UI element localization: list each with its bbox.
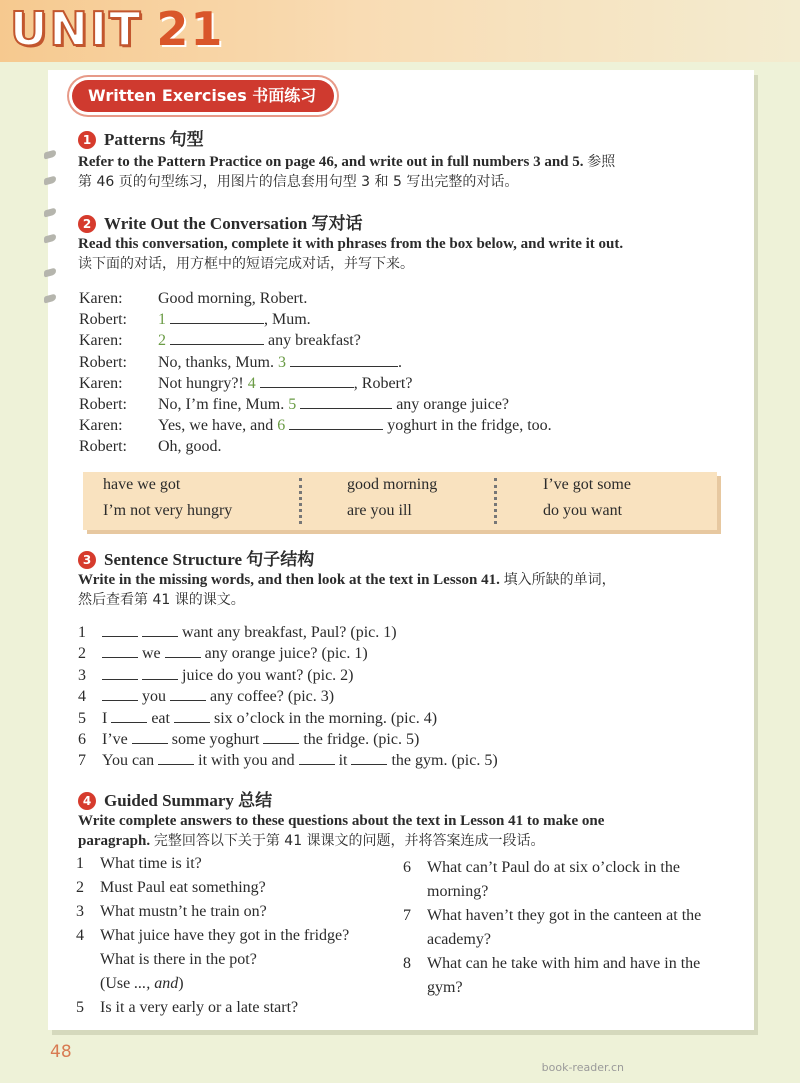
section-banner: Written Exercises 书面练习 <box>72 80 334 112</box>
note-text: ) <box>178 975 184 992</box>
sentence-text: the fridge. (pic. 5) <box>299 730 420 748</box>
unit-number: 21 <box>156 2 225 56</box>
dialog-text: No, thanks, Mum. <box>158 353 274 371</box>
word-blank[interactable] <box>111 708 147 723</box>
page-number: 48 <box>50 1042 72 1062</box>
instruction-en: Refer to the Pattern Practice on page 46, and write out in full numbers 3 and 5. <box>78 154 584 170</box>
sentence-number: 2 <box>78 645 86 663</box>
dotted-divider <box>494 478 497 524</box>
dialog-line <box>79 394 552 415</box>
question-item <box>76 996 356 1020</box>
blank-number: 6 <box>277 417 286 435</box>
word-blank[interactable] <box>174 708 210 723</box>
dialog-text: any orange juice? <box>396 395 510 413</box>
word-blank[interactable] <box>102 643 138 658</box>
sentence-number: 7 <box>78 752 86 770</box>
question-number: 8 <box>403 955 411 972</box>
exercise-title: Sentence Structure 句子结构 <box>104 550 315 569</box>
blank-number: 3 <box>278 353 286 371</box>
speaker: Karen: <box>79 332 123 350</box>
blank-number: 2 <box>158 332 166 350</box>
note-italic: ..., and <box>134 975 179 992</box>
answer-blank[interactable] <box>170 330 264 345</box>
question-item <box>403 904 713 952</box>
sentence-text: I <box>102 709 112 727</box>
dialog-text: Good morning, Robert. <box>158 290 308 307</box>
question-number: 5 <box>76 999 84 1016</box>
question-note <box>100 975 184 992</box>
instruction-cn: 然后查看第 41 课的课文。 <box>78 592 245 608</box>
question-text: Is it a very early or a late start? <box>100 999 299 1016</box>
question-number: 6 <box>403 859 411 876</box>
speaker: Karen: <box>79 290 123 307</box>
binder-ring-icon <box>44 206 56 220</box>
word-blank[interactable] <box>299 750 335 765</box>
dialog-line <box>79 415 552 436</box>
word-blank[interactable] <box>158 750 194 765</box>
sentence-text: I’ve <box>102 730 132 748</box>
word-blank[interactable] <box>102 665 138 680</box>
question-text: What mustn’t he train on? <box>100 903 267 920</box>
speaker: Robert: <box>79 438 127 456</box>
question-number: 4 <box>76 927 84 944</box>
word-blank[interactable] <box>102 686 138 701</box>
exercise-title: Write Out the Conversation 写对话 <box>104 214 363 233</box>
instruction-en: paragraph. <box>78 833 151 849</box>
question-number: 2 <box>76 879 84 896</box>
dialog-text: Oh, good. <box>158 438 222 456</box>
binder-ring-icon <box>44 266 56 280</box>
blank-number: 4 <box>247 374 256 392</box>
speaker: Robert: <box>79 311 127 329</box>
word-blank[interactable] <box>351 750 387 765</box>
dialog-line <box>79 436 552 457</box>
exercise-title: Patterns 句型 <box>104 130 204 149</box>
dialog-text: yoghurt in the fridge, too. <box>387 417 552 435</box>
dialog-text: , Mum. <box>264 311 311 329</box>
phrase-item: have we got <box>103 476 181 493</box>
phrase-item: I’m not very hungry <box>103 502 233 519</box>
blank-number: 5 <box>288 395 297 413</box>
exercise-2 <box>78 214 718 274</box>
conversation <box>79 288 552 458</box>
dialog-text: , Robert? <box>353 374 413 392</box>
instruction-cn: 读下面的对话，用方框中的短语完成对话，并写下来。 <box>78 256 414 272</box>
binder-ring-icon <box>44 174 56 188</box>
sentence-text: juice do you want? (pic. 2) <box>178 666 354 684</box>
instruction-cn: 参照 <box>587 154 616 170</box>
sentence-item <box>78 708 498 729</box>
instruction-cn: 第 46 页的句型练习，用图片的信息套用句型 3 和 5 写出完整的对话。 <box>78 174 519 190</box>
dialog-text: Yes, we have, and <box>158 417 274 435</box>
dialog-text: . <box>398 353 402 371</box>
question-list-right <box>403 856 713 1000</box>
instruction-en: Read this conversation, complete it with phrases from the box below, and write it out. <box>78 236 624 252</box>
word-blank[interactable] <box>165 643 201 658</box>
phrase-item: I’ve got some <box>543 476 631 493</box>
dialog-line <box>79 288 552 309</box>
sentence-number: 3 <box>78 666 86 684</box>
unit-word: UNIT <box>10 2 143 56</box>
sentence-number: 5 <box>78 709 86 727</box>
sentence-item <box>78 686 498 707</box>
sentence-text: the gym. (pic. 5) <box>387 752 498 770</box>
phrase-item: are you ill <box>347 502 412 519</box>
sentence-text: any coffee? (pic. 3) <box>206 688 335 706</box>
exercise-number-badge: 3 <box>78 551 96 569</box>
sentence-item <box>78 750 498 771</box>
unit-title <box>10 2 224 56</box>
blank-number: 1 <box>158 311 166 329</box>
question-number: 1 <box>76 855 84 872</box>
dialog-line <box>79 373 552 394</box>
exercise-4 <box>78 791 718 851</box>
question-text: What can’t Paul do at six o’clock in the morning? <box>427 859 680 900</box>
answer-blank[interactable] <box>289 415 383 430</box>
dialog-text: Not hungry?! <box>158 374 244 392</box>
sentence-text: eat <box>147 709 174 727</box>
exercise-number-badge: 1 <box>78 131 96 149</box>
sentence-number: 1 <box>78 624 86 641</box>
question-item <box>76 900 356 924</box>
note-text: (Use <box>100 975 135 992</box>
sentence-text: You can <box>102 752 159 770</box>
question-number: 3 <box>76 903 84 920</box>
question-text: What juice have they got in the fridge? What is there in the pot? <box>100 927 350 968</box>
question-number: 7 <box>403 907 411 924</box>
phrase-item: do you want <box>543 502 623 519</box>
question-item <box>76 924 356 996</box>
sentence-text: it <box>334 752 352 770</box>
speaker: Karen: <box>79 417 123 435</box>
sentence-item <box>78 665 498 686</box>
answer-blank[interactable] <box>300 394 392 409</box>
question-text: What time is it? <box>100 855 202 872</box>
binder-ring-icon <box>44 148 56 162</box>
answer-blank[interactable] <box>260 373 354 388</box>
word-blank[interactable] <box>263 729 299 744</box>
sentence-number: 4 <box>78 688 86 706</box>
sentence-item <box>78 729 498 750</box>
dialog-line <box>79 309 552 330</box>
dialog-text: No, I’m fine, Mum. <box>158 395 285 413</box>
sentence-text: any orange juice? (pic. 1) <box>200 645 368 663</box>
question-text: Must Paul eat something? <box>100 879 266 896</box>
sentence-number: 6 <box>78 730 86 748</box>
speaker: Robert: <box>79 353 127 371</box>
exercise-1 <box>78 130 718 192</box>
word-blank[interactable] <box>142 665 178 680</box>
speaker: Karen: <box>79 374 123 392</box>
sentence-text: six o’clock in the morning. (pic. 4) <box>209 709 438 727</box>
question-text: What haven’t they got in the canteen at the academy? <box>427 907 702 948</box>
sentence-text: we <box>138 645 165 663</box>
dialog-line <box>79 330 552 351</box>
dotted-divider <box>299 478 302 524</box>
question-text: What can he take with him and have in the gym? <box>427 955 701 996</box>
answer-blank[interactable] <box>290 352 398 367</box>
question-item <box>76 876 356 900</box>
word-blank[interactable] <box>142 622 178 637</box>
answer-blank[interactable] <box>170 309 264 324</box>
word-blank[interactable] <box>132 729 168 744</box>
dialog-text: any breakfast? <box>268 332 361 350</box>
watermark: book-reader.cn <box>541 1061 624 1074</box>
exercise-number-badge: 2 <box>78 215 96 233</box>
instruction-en: Write complete answers to these questions about the text in Lesson 41 to make one <box>78 813 605 829</box>
sentence-item <box>78 643 498 664</box>
phrase-item: good morning <box>347 476 438 493</box>
sentence-item <box>78 622 498 643</box>
dialog-line <box>79 352 552 373</box>
sentence-text: it with you and <box>194 752 299 770</box>
question-item <box>403 856 713 904</box>
instruction-cn: 完整回答以下关于第 41 课课文的问题，并将答案连成一段话。 <box>153 833 545 849</box>
question-list-left <box>76 852 356 1020</box>
question-item <box>76 852 356 876</box>
binder-ring-icon <box>44 232 56 246</box>
exercise-number-badge: 4 <box>78 792 96 810</box>
exercise-title: Guided Summary 总结 <box>104 791 273 810</box>
word-blank[interactable] <box>102 622 138 637</box>
sentence-text: want any breakfast, Paul? (pic. 1) <box>178 624 397 641</box>
phrase-box <box>83 472 717 530</box>
sentence-text: some yoghurt <box>167 730 264 748</box>
instruction-en: Write in the missing words, and then look at the text in Lesson 41. <box>78 572 500 588</box>
exercise-3 <box>78 550 718 610</box>
speaker: Robert: <box>79 395 127 413</box>
sentence-text: you <box>138 688 170 706</box>
word-blank[interactable] <box>170 686 206 701</box>
binder-ring-icon <box>44 292 56 306</box>
instruction-cn: 填入所缺的单词， <box>503 572 616 588</box>
question-item <box>403 952 713 1000</box>
sentence-list <box>78 622 498 772</box>
